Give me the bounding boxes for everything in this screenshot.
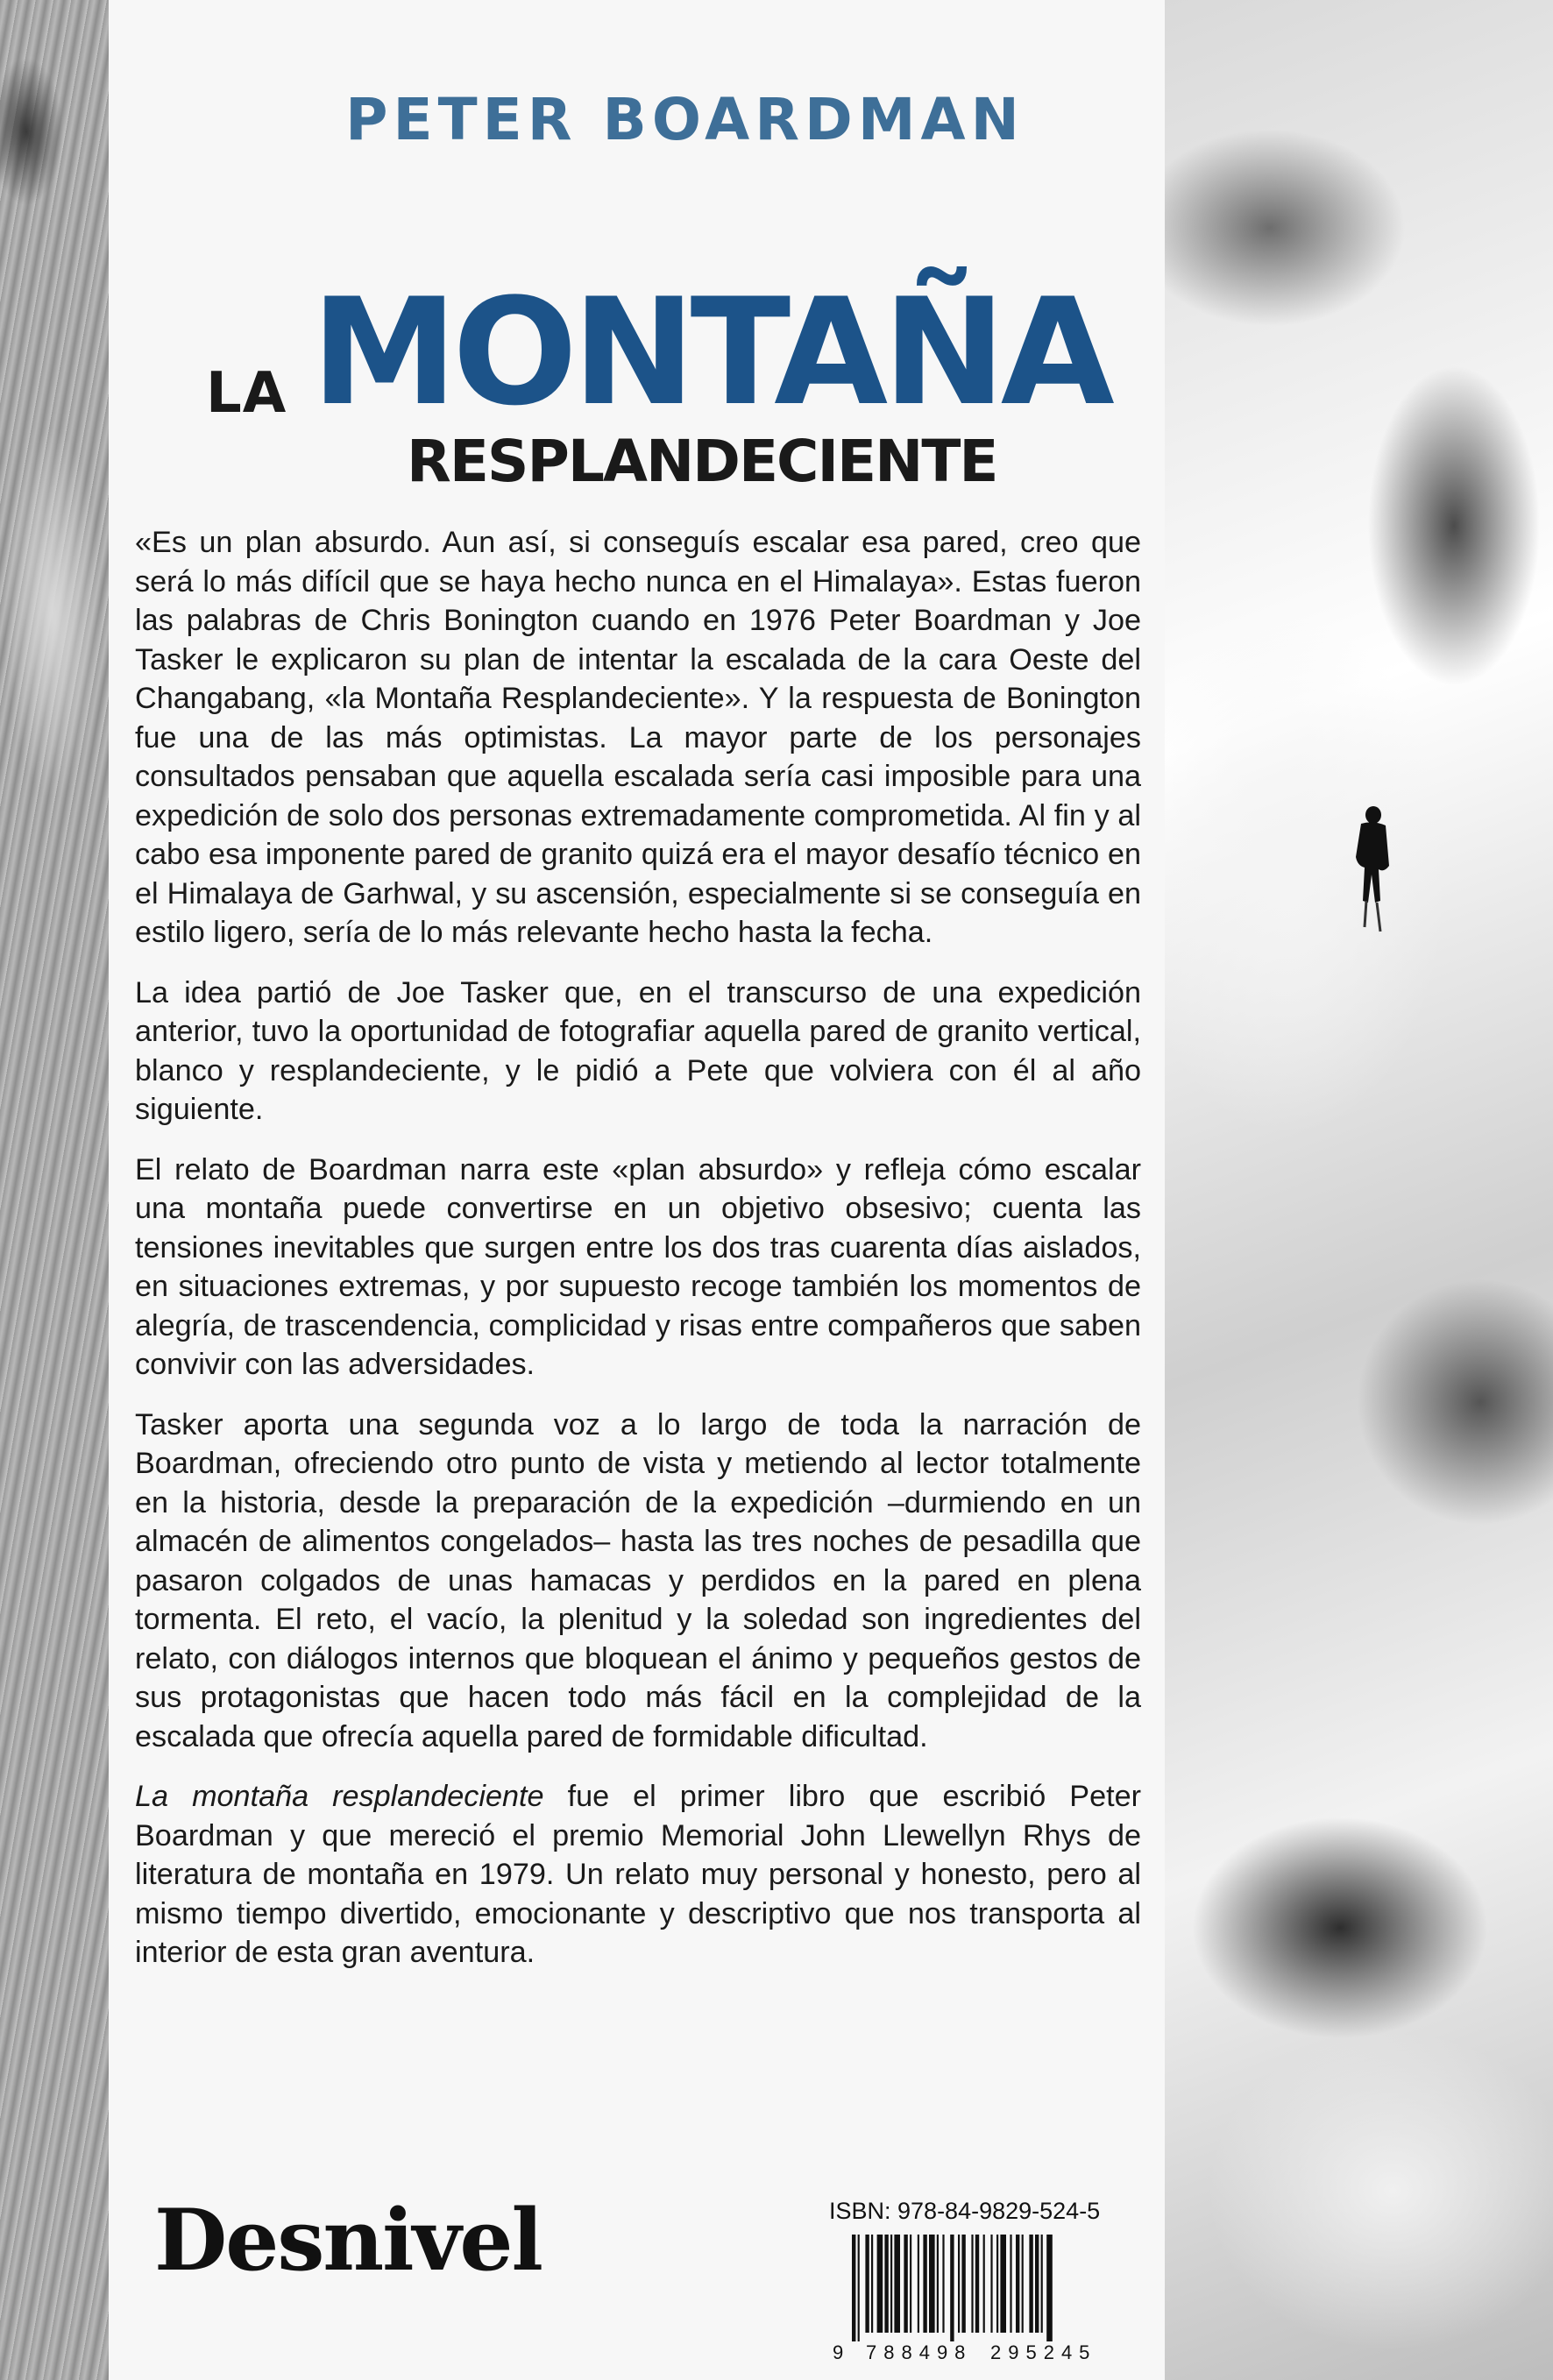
title-main: MONTAÑA bbox=[311, 266, 1110, 438]
synopsis-paragraph-2: La idea partió de Joe Tasker que, en el transcurso de una expedición anterior, tuvo la oportunidad de fotografiar aquella pared de granito vertical, blanco y resplandeciente, y le pidió a Pete que volviera con él al año siguiente. bbox=[135, 975, 1141, 1126]
synopsis-paragraph-3: El relato de Boardman narra este «plan absurdo» y refleja cómo escalar una montaña puede convertirse en un objetivo obsesivo; cuenta las tensiones inevitables que surgen entre los dos tras cuarenta días aislados, en situaciones extremas, y por supuesto recoge también los momentos de alegría, de trascendencia, complicidad y risas entre compañeros que saben convivir con las adversidades. bbox=[135, 1152, 1141, 1381]
barcode-bar bbox=[865, 2235, 869, 2333]
barcode-bar bbox=[961, 2235, 965, 2333]
barcode-bar bbox=[1000, 2235, 1006, 2333]
barcode-bar bbox=[894, 2235, 900, 2333]
barcode-bar bbox=[871, 2235, 873, 2333]
synopsis-paragraph-1: «Es un plan absurdo. Aun así, si conseguís escalar esa pared, creo que será lo más difícil que se haya hecho nunca en el Himalaya». Estas fueron las palabras de Chris Bonington cuando en 1976 Peter Boardman y Joe Tasker le explicaron su plan de intentar la escalada de la cara Oeste del Changabang, «la Montaña Resplandeciente». Y la respuesta de Bonington fue una de las más optimistas. La mayor parte de los personajes consultados pensaban que aquella escalada sería casi imposible para una expedición de solo dos personas extremadamente comprometida. Al fin y al cabo esa imponente pared de granito quizá era el mayor desafío técnico en el Himalaya de Garhwal, y su ascensión, especialmente si se conseguía en estilo ligero, sería de lo más relevante hecho hasta la fecha. bbox=[135, 526, 1141, 949]
barcode-bar bbox=[929, 2235, 935, 2333]
barcode-bar bbox=[990, 2235, 992, 2333]
barcode-bar bbox=[884, 2235, 888, 2333]
barcode-bar bbox=[858, 2235, 860, 2341]
barcode-bar bbox=[1029, 2235, 1032, 2333]
barcode-bar bbox=[983, 2235, 985, 2333]
barcode-digit-first: 9 bbox=[833, 2341, 844, 2362]
barcode-bar bbox=[877, 2235, 883, 2333]
title-article: LA bbox=[206, 361, 287, 426]
barcode-digits-right: 295245 bbox=[990, 2341, 1097, 2362]
isbn-barcode bbox=[827, 2231, 1117, 2362]
title-subtitle: RESPLANDECIENTE bbox=[407, 428, 997, 495]
barcode-bar bbox=[923, 2235, 926, 2333]
climber-figure bbox=[1345, 804, 1398, 936]
barcode-bar bbox=[971, 2235, 973, 2333]
barcode-bar bbox=[1035, 2235, 1039, 2333]
isbn-label: ISBN: 978-84-9829-524-5 bbox=[829, 2198, 1101, 2224]
barcode-bar bbox=[950, 2235, 954, 2341]
barcode-bar bbox=[1016, 2235, 1019, 2333]
barcode-bar bbox=[910, 2235, 911, 2333]
barcode-bar bbox=[958, 2235, 960, 2333]
barcode-bar bbox=[1022, 2235, 1024, 2333]
barcode-bar bbox=[942, 2235, 944, 2333]
barcode-bar bbox=[996, 2235, 998, 2333]
barcode-bar bbox=[1010, 2235, 1011, 2333]
synopsis-paragraph-5-text: fue el primer libro que escribió Peter Boardman y que mereció el premio Memorial John Llewellyn Rhys de literatura de montaña en 1979. Un relato muy personal y honesto, pero al mismo tiempo divertido, emocionante y descriptivo que nos transporta al interior de esta gran aventura. bbox=[135, 1780, 1142, 1969]
synopsis bbox=[135, 523, 1141, 1994]
barcode-bar bbox=[918, 2235, 919, 2333]
book-title-italic: La montaña resplandeciente bbox=[135, 1780, 544, 1813]
synopsis-paragraph-4: Tasker aporta una segunda voz a lo largo de toda la narración de Boardman, ofreciendo otro punto de vista y metiendo al lector totalmente en la historia, desde la preparación de la expedición –durmiendo en un almacén de alimentos congelados– hasta las tres noches de pesadilla que pasaron colgados de unas hamacas y perdidos en la pared en plena tormenta. El reto, el vacío, la plenitud y la soledad son ingredientes del relato, con diálogos internos que bloquean el ánimo y pequeños gestos de sus protagonistas que hacen todo más fácil en la complejidad de la escalada que ofrecía aquella pared de formidable dificultad. bbox=[135, 1407, 1141, 1753]
background-photo-left bbox=[0, 0, 109, 2380]
author-name: PETER BOARDMAN bbox=[345, 86, 1025, 153]
publisher-logo: Desnivel bbox=[154, 2191, 542, 2290]
barcode-bar bbox=[890, 2235, 892, 2333]
barcode-bar bbox=[852, 2235, 855, 2341]
background-photo-right bbox=[1165, 0, 1553, 2380]
barcode-bar bbox=[937, 2235, 939, 2333]
barcode-digits-left: 788498 bbox=[866, 2341, 973, 2362]
barcode-bar bbox=[975, 2235, 979, 2333]
barcode-bar bbox=[1041, 2235, 1043, 2333]
back-cover-panel bbox=[109, 0, 1165, 2380]
barcode-bar bbox=[1046, 2235, 1053, 2341]
barcode-bar bbox=[904, 2235, 907, 2333]
synopsis-paragraph-5 bbox=[135, 1777, 1141, 1973]
barcode-bars bbox=[852, 2235, 1053, 2341]
